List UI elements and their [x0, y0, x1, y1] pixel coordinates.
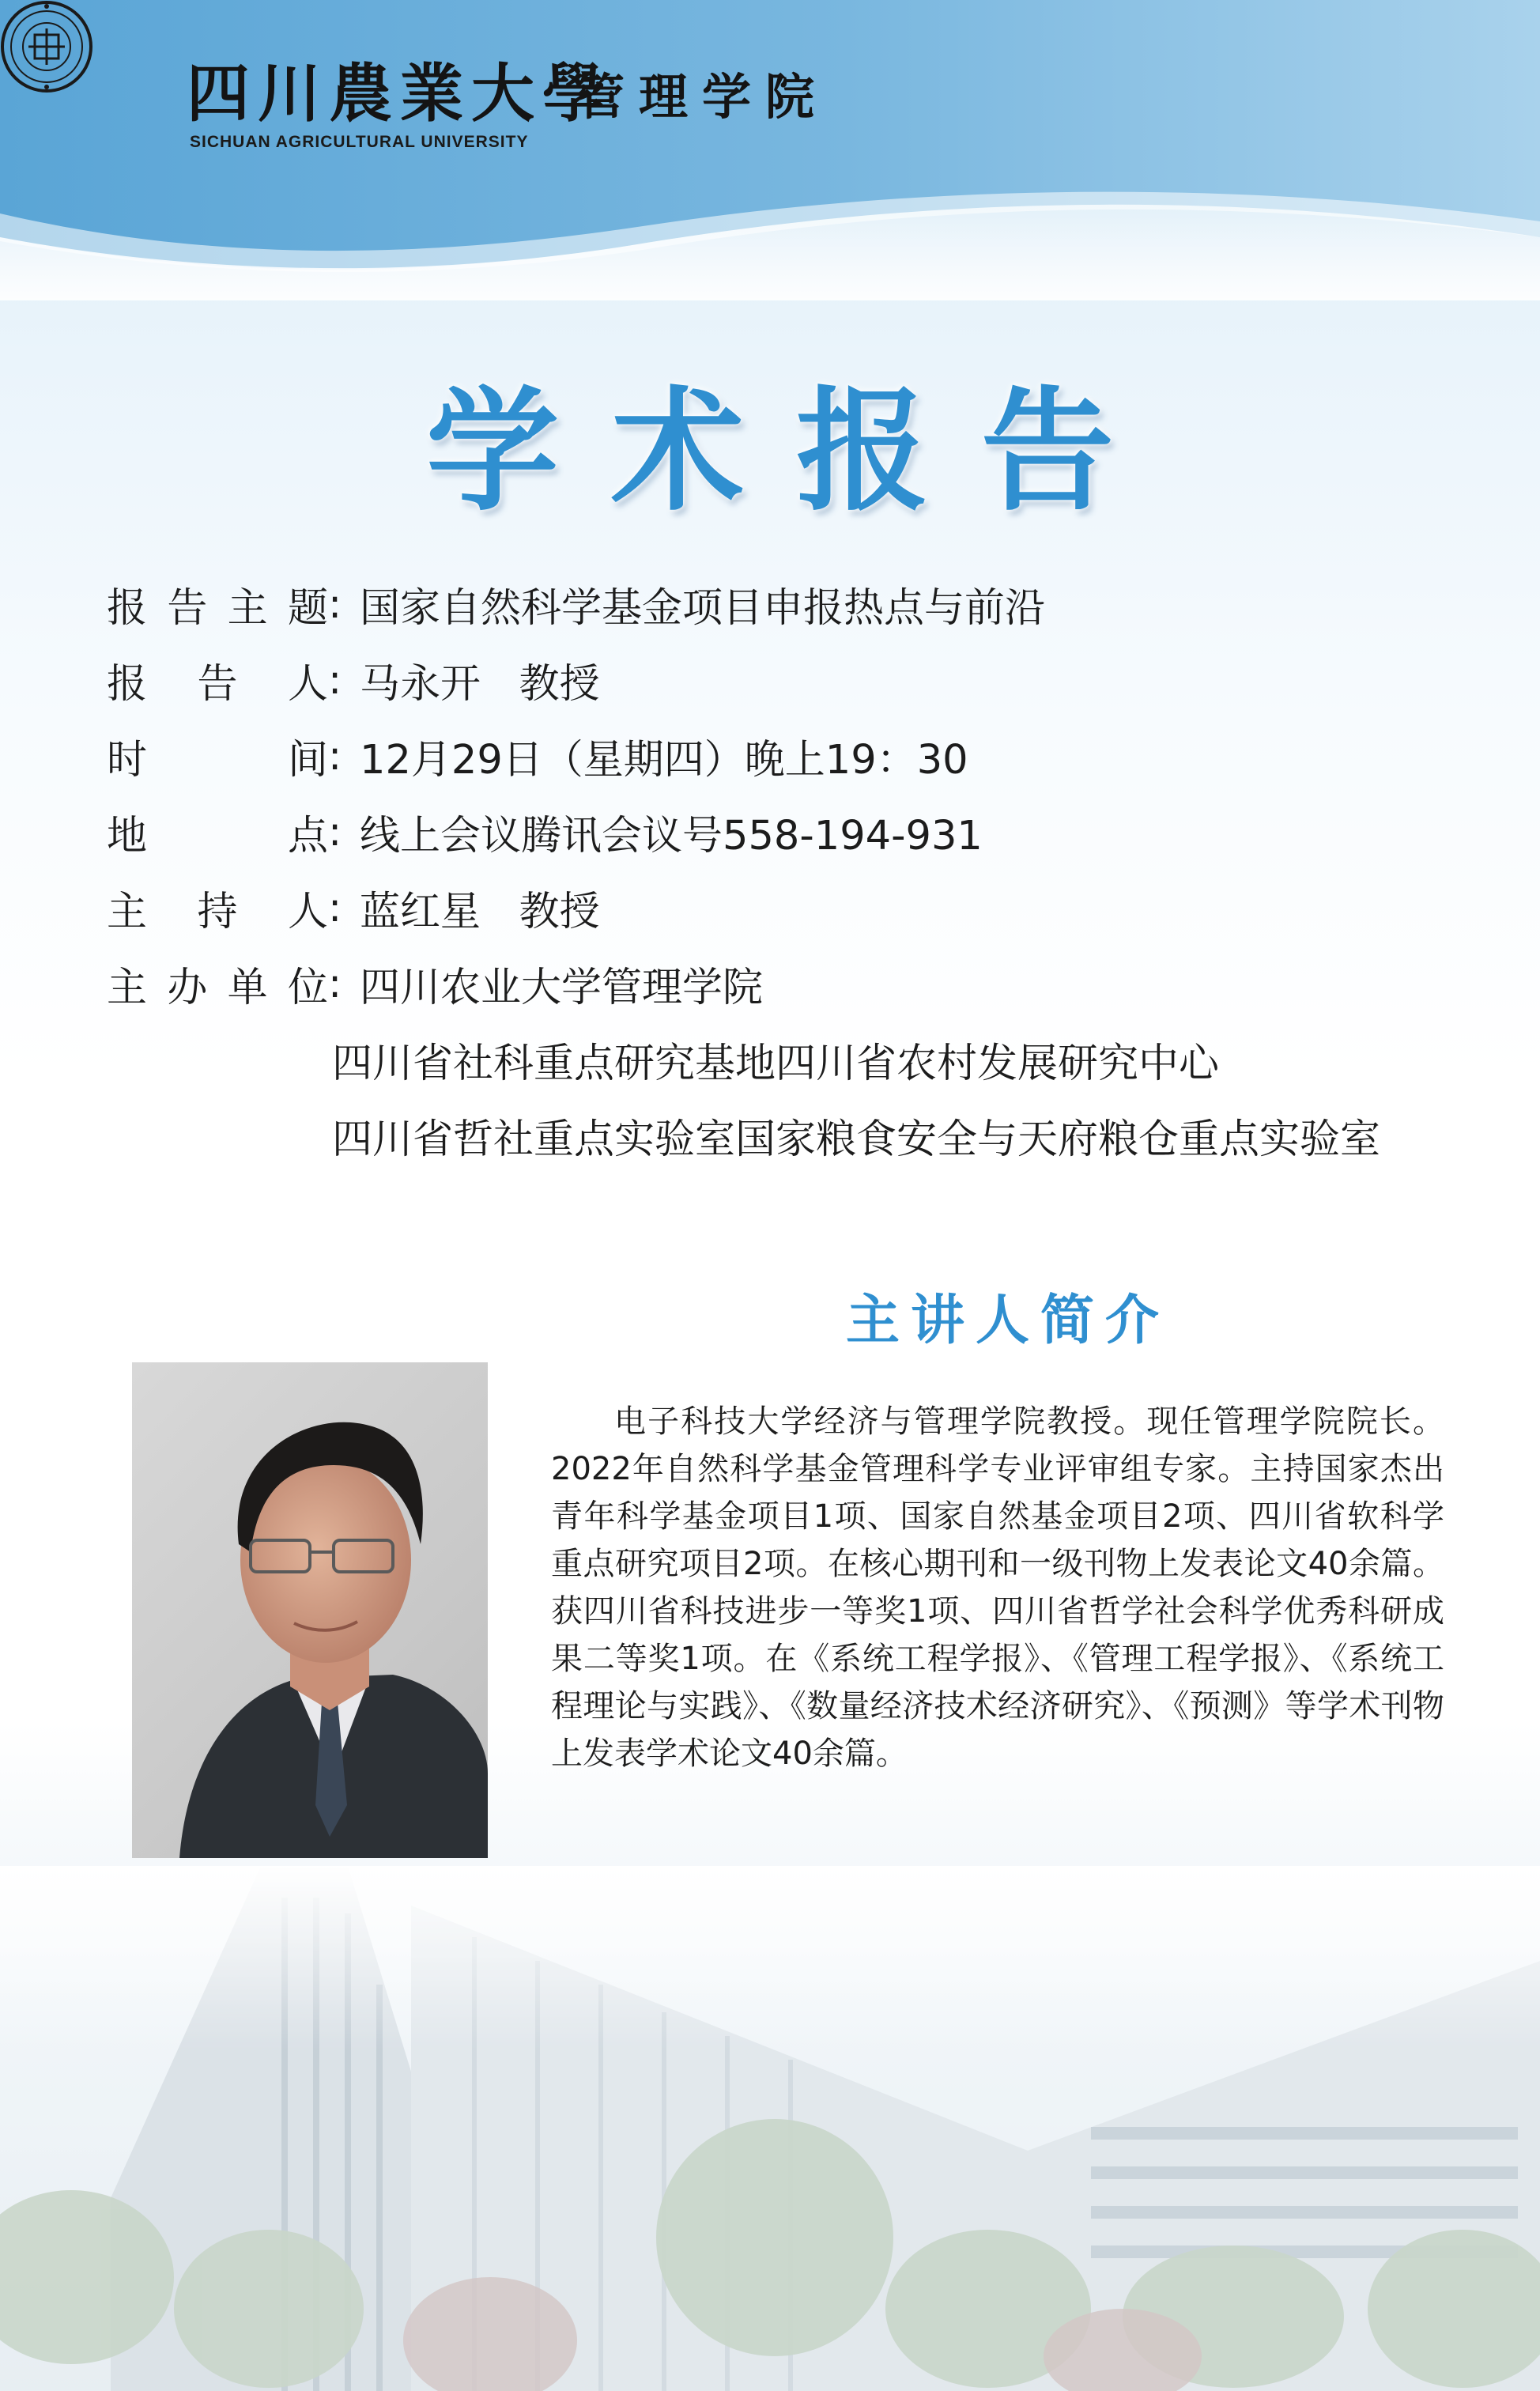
organizer-value-2: 四川省社科重点研究基地四川省农村发展研究中心: [332, 1041, 1220, 1087]
topic-value: 国家自然科学基金项目申报热点与前沿: [360, 585, 1046, 632]
colon: :: [328, 656, 342, 704]
speaker-portrait-image: [132, 1362, 488, 1858]
organizer-label: 主办单位: [107, 965, 328, 1011]
speaker-photo: [132, 1362, 488, 1858]
campus-building-illustration: [0, 1866, 1540, 2391]
colon: :: [328, 732, 342, 780]
speaker-bio: 电子科技大学经济与管理学院教授。现任管理学院院长。2022年自然科学基金管理科学专业评审组专家。主持国家杰出青年科学基金项目1项、国家自然基金项目2项、四川省软科学重点研究项目2项。在核心期刊和一级刊物上发表论文40余篇。获四川省科技进步一等奖1项、四川省哲学社会科学优秀科研成果二等奖1项。在《系统工程学报》、《管理工程学报》、《系统工程理论与实践》、《数量经济技术经济研究》、《预测》等学术刊物上发表学术论文40余篇。: [551, 1403, 1444, 1772]
colon: :: [328, 808, 342, 856]
colon: :: [328, 960, 342, 1007]
speaker-section-heading: 主讲人简介: [846, 1289, 1171, 1352]
time-label: 时间: [107, 737, 328, 784]
university-name: 四川農業大學: [187, 56, 613, 130]
info-row-topic: [107, 572, 1045, 636]
university-seal-icon: [0, 0, 93, 93]
header-banner: [0, 0, 1540, 300]
venue-value: 线上会议腾讯会议号558-194-931: [360, 813, 983, 859]
speaker-value: 马永开 教授: [360, 661, 600, 708]
venue-label: 地点: [107, 813, 328, 859]
speaker-label: 报告人: [107, 661, 328, 708]
school-name: 管理学院: [576, 68, 829, 126]
topic-label: 报告主题: [107, 585, 328, 632]
info-row-time: [107, 724, 968, 788]
info-row-venue: [107, 800, 983, 863]
host-value: 蓝红星 教授: [360, 889, 600, 935]
info-row-organizer: [107, 952, 763, 1015]
university-name-english: SICHUAN AGRICULTURAL UNIVERSITY: [190, 133, 529, 151]
colon: :: [328, 580, 342, 628]
info-row-host: [107, 876, 600, 939]
colon: :: [328, 884, 342, 931]
organizer-value-3: 四川省哲社重点实验室国家粮食安全与天府粮仓重点实验室: [332, 1116, 1381, 1163]
host-label: 主持人: [107, 889, 328, 935]
page-title: 学术报告: [426, 372, 1166, 529]
time-value: 12月29日（星期四）晚上19：30: [360, 737, 968, 784]
info-row-speaker: [107, 648, 600, 712]
organizer-value-1: 四川农业大学管理学院: [360, 965, 764, 1011]
